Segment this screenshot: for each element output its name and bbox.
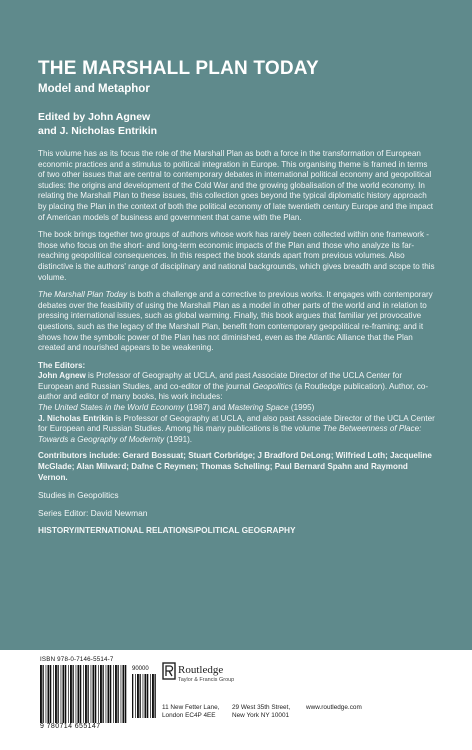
subject-categories: HISTORY/INTERNATIONAL RELATIONS/POLITICAL GEOGRAPHY <box>38 525 296 536</box>
ean-number: 9 780714 655147 <box>40 723 101 730</box>
agnew-bio-3: (1987) and <box>184 403 228 413</box>
editors-section <box>38 361 436 446</box>
contributors: Contributors include: Gerard Bossuat; Stuart Corbridge; J Bradford DeLong; Wilfried Loth; Jacqueline McGlade; Alan Milward; Dafne C Reymen; Thomas Schelling; Paul Bernard Spahn and Raymond Vernon. <box>38 451 432 482</box>
agnew-bio-1: is Professor of Geography at UCLA, and past Associate Director of the UCLA Center for European and Russian Studies, and co-editor of the journal <box>38 371 403 391</box>
paragraph-2: The book brings together two groups of authors whose work has rarely been collected within one framework - those who focus on the short- and long-term economic impacts of the Plan and those who analyze its far-reaching geopolitical consequences. In this respect the book stands apart from previous volumes. Also distinctive is the authors' range of disciplinary and national backgrounds, which gives breadth and scope to this volume. <box>38 230 435 282</box>
editors-heading: The Editors: <box>38 360 86 370</box>
footer-strip <box>0 650 472 750</box>
publisher-url[interactable]: www.routledge.com <box>306 704 362 711</box>
address-us-line-1: 29 West 35th Street, <box>232 704 291 711</box>
agnew-book-2: Mastering Space <box>227 403 289 413</box>
entrikin-name: J. Nicholas Entrikin <box>38 413 114 423</box>
edited-by-line-2: and J. Nicholas Entrikin <box>38 125 158 137</box>
agnew-bio-2: (a Routledge publication). Author, co-author and editor of many books, his work includes: <box>38 381 429 402</box>
publisher-sub: Taylor & Francis Group <box>178 677 235 683</box>
book-title: THE MARSHALL PLAN TODAY <box>38 58 319 79</box>
barcode <box>40 656 158 740</box>
address-us-line-2: New York NY 10001 <box>232 712 290 720</box>
routledge-logo-icon <box>162 662 176 680</box>
isbn-text: ISBN 978-0-7146-5514-7 <box>40 656 114 663</box>
agnew-journal: Geopolitics <box>252 381 293 391</box>
book-subtitle: Model and Metaphor <box>38 83 150 95</box>
paragraph-1: This volume has as its focus the role of the Marshall Plan as both a force in the transformation of European economic practices and a stimulus to political integration in Europe. This organising theme is framed in terms of two other issues that are central to contemporary debates in international political economy and geopolitical studies: the origins and development of the Cold War and the growing globalisation of the world economy. In relating the Marshall Plan to these issues, this collection goes beyond the typical diplomatic history approach by placing the Plan in the context of both the political economy of late twentieth century Europe and the impact of American models of business and government that came with the Plan. <box>38 149 434 222</box>
entrikin-bio-2: (1991). <box>164 434 193 444</box>
address-uk <box>162 704 219 721</box>
agnew-name: John Agnew <box>38 371 86 381</box>
address-us <box>232 704 290 721</box>
paragraph-3 <box>38 290 436 354</box>
paragraph-3-rest: is both a challenge and a corrective to previous works. It engages with contemporary debates over the feasibility of using the Marshall Plan as a model in other parts of the world and in relation to pressing international issues, such as global warming. Finally, this book argues that familiar yet provocative questions, such as the legacy of the Marshall Plan, benefit from contemporary geopolitical re-framing; and it shows how the symbolic power of the Plan has not diminished, even as the Atlantic Alliance that the Plan created and nourished appears to be weakening. <box>38 290 433 353</box>
edited-by-line-1: Edited by John Agnew <box>38 111 151 123</box>
entrikin-book: The Betweenness of Place: Towards a Geography of Modernity <box>38 424 422 444</box>
addon-barcode-icon <box>132 674 156 718</box>
series: Studies in Geopolitics <box>38 490 119 501</box>
blurb <box>38 149 436 543</box>
agnew-bio-4: (1995) <box>288 403 315 413</box>
edited-by <box>38 110 157 138</box>
address-uk-line-1: 11 New Fetter Lane, <box>162 704 220 711</box>
barcode-bars-icon <box>40 665 128 723</box>
series-editor: Series Editor: David Newman <box>38 507 148 518</box>
publisher-name: Routledge <box>178 664 224 676</box>
entrikin-bio-1: is Professor of Geography at UCLA, and also past Associate Director of the UCLA Center for European and Russian Studies. Among his many publications is the volume <box>38 413 435 434</box>
agnew-book-1: The United States in the World Economy <box>38 403 185 413</box>
address-uk-line-2: London EC4P 4EE <box>162 712 216 720</box>
price-code: 90000 <box>132 666 149 672</box>
paragraph-3-italic: The Marshall Plan Today <box>38 290 128 300</box>
